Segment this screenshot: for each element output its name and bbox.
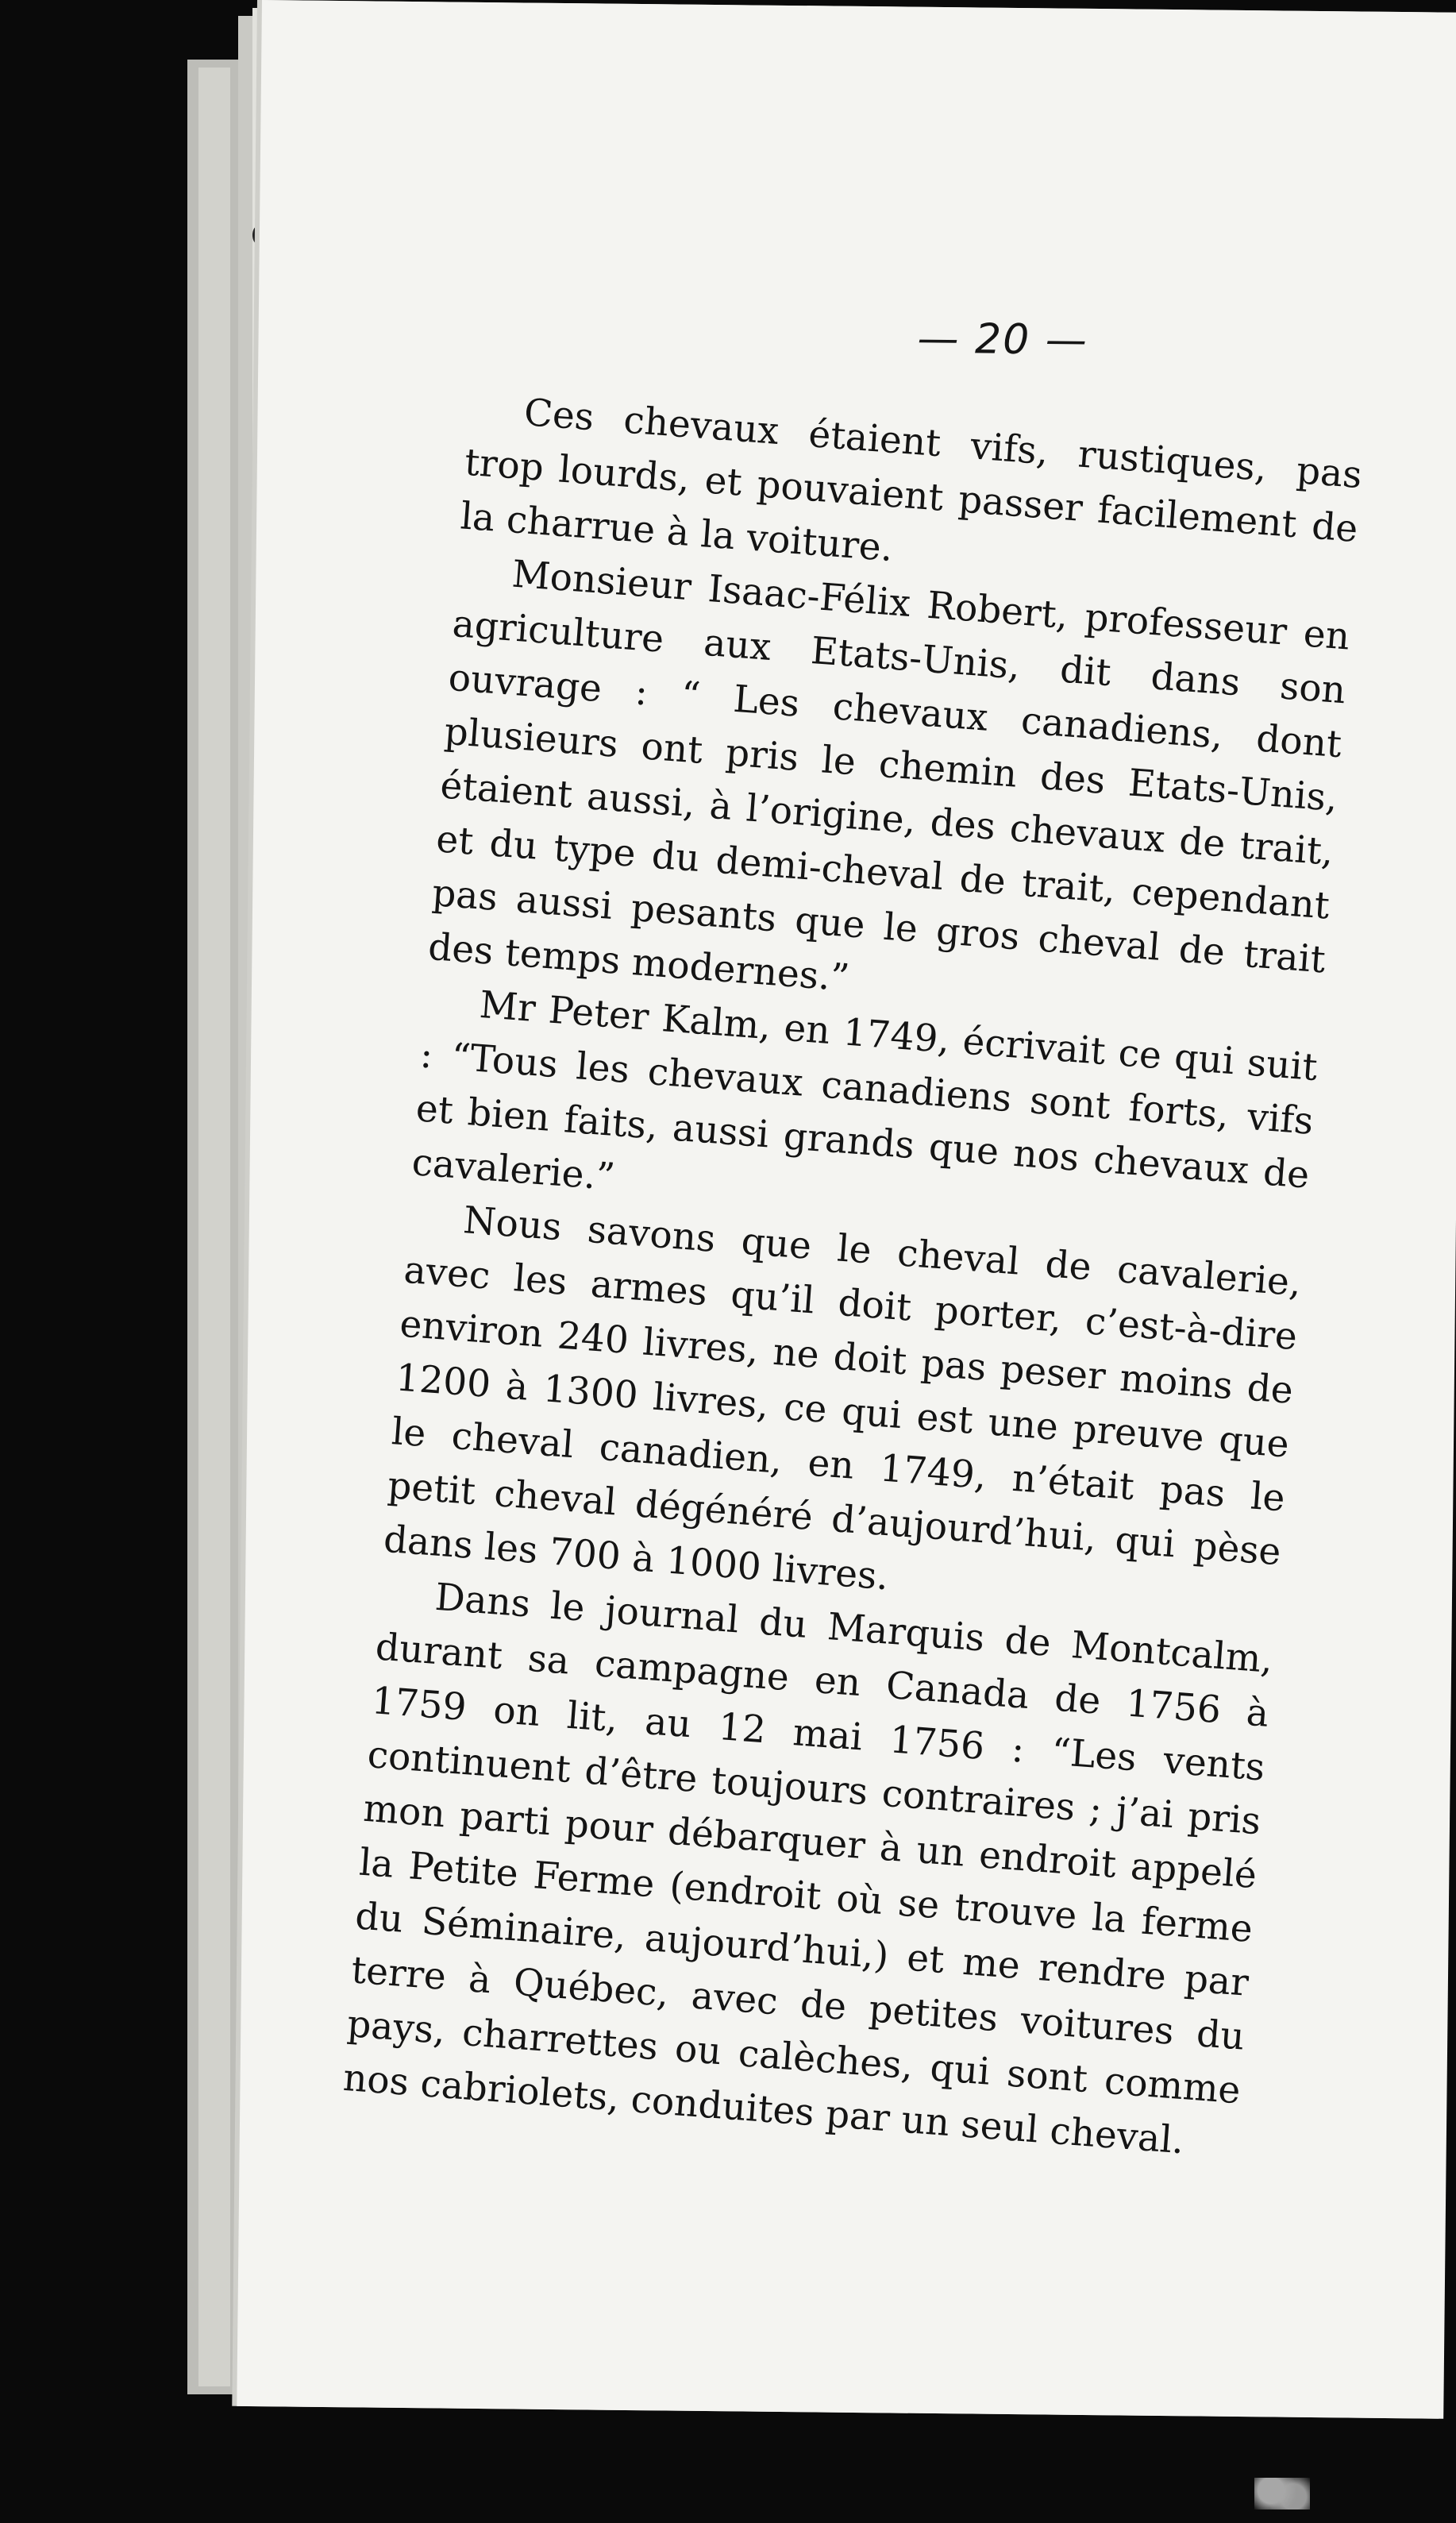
paragraph: Nous savons que le cheval de cavalerie, avec les armes qu’il doit porter, c’est-à-dire environ 240 livres, ne doit pas peser moins de 1200 à 1300 livres, ce qui est une preuve que le cheval canadien, en 1749, n’était pas le petit cheval dégénéré d’aujourd’hui, qui pèse dans les 700 à 1000 livres.	[382, 1198, 1303, 1599]
paragraph: Dans le journal du Marquis de Montcalm, durant sa campagne en Canada de 1756 à 1759 on lit, au 12 mai 1756 : “Les vents continuent d’être toujours contraires ; j’ai pris mon parti pour débarquer à un endroit appelé la Petite Ferme (endroit où se trouve la ferme du Séminaire, aujourd’hui,) et me rendre par terre à Québec, avec de petites voitures du pays, charrettes ou calèches, qui sont comme nos cabriolets, conduites par un seul cheval.	[341, 1575, 1275, 2163]
scan-artifact	[1254, 2478, 1310, 2509]
body-text	[341, 382, 1364, 2172]
page-number: — 20 —	[917, 314, 1089, 365]
page-stack-edge	[198, 68, 230, 2386]
paragraph: Mr Peter Kalm, en 1749, écrivait ce qui suit : “Tous les chevaux canadiens sont forts, vifs et bien faits, aussi grands que nos chevaux de cavalerie.”	[410, 982, 1319, 1200]
paragraph: Monsieur Isaac-Félix Robert, professeur en agriculture aux Etats-Unis, dit dans son ouvrage : “ Les chevaux canadiens, dont plusieurs ont pris le chemin des Etats-Unis, étaient aussi, à l’origine, des chevaux de trait, et du type du demi-cheval de trait, cependant pas aussi pesants que le gros cheval de trait des temps modernes.”	[426, 552, 1352, 1001]
paragraph: Ces chevaux étaient vifs, rustiques, pas trop lourds, et pouvaient passer facilement de la charrue à la voiture.	[459, 391, 1364, 571]
book-page	[237, 0, 1456, 2419]
